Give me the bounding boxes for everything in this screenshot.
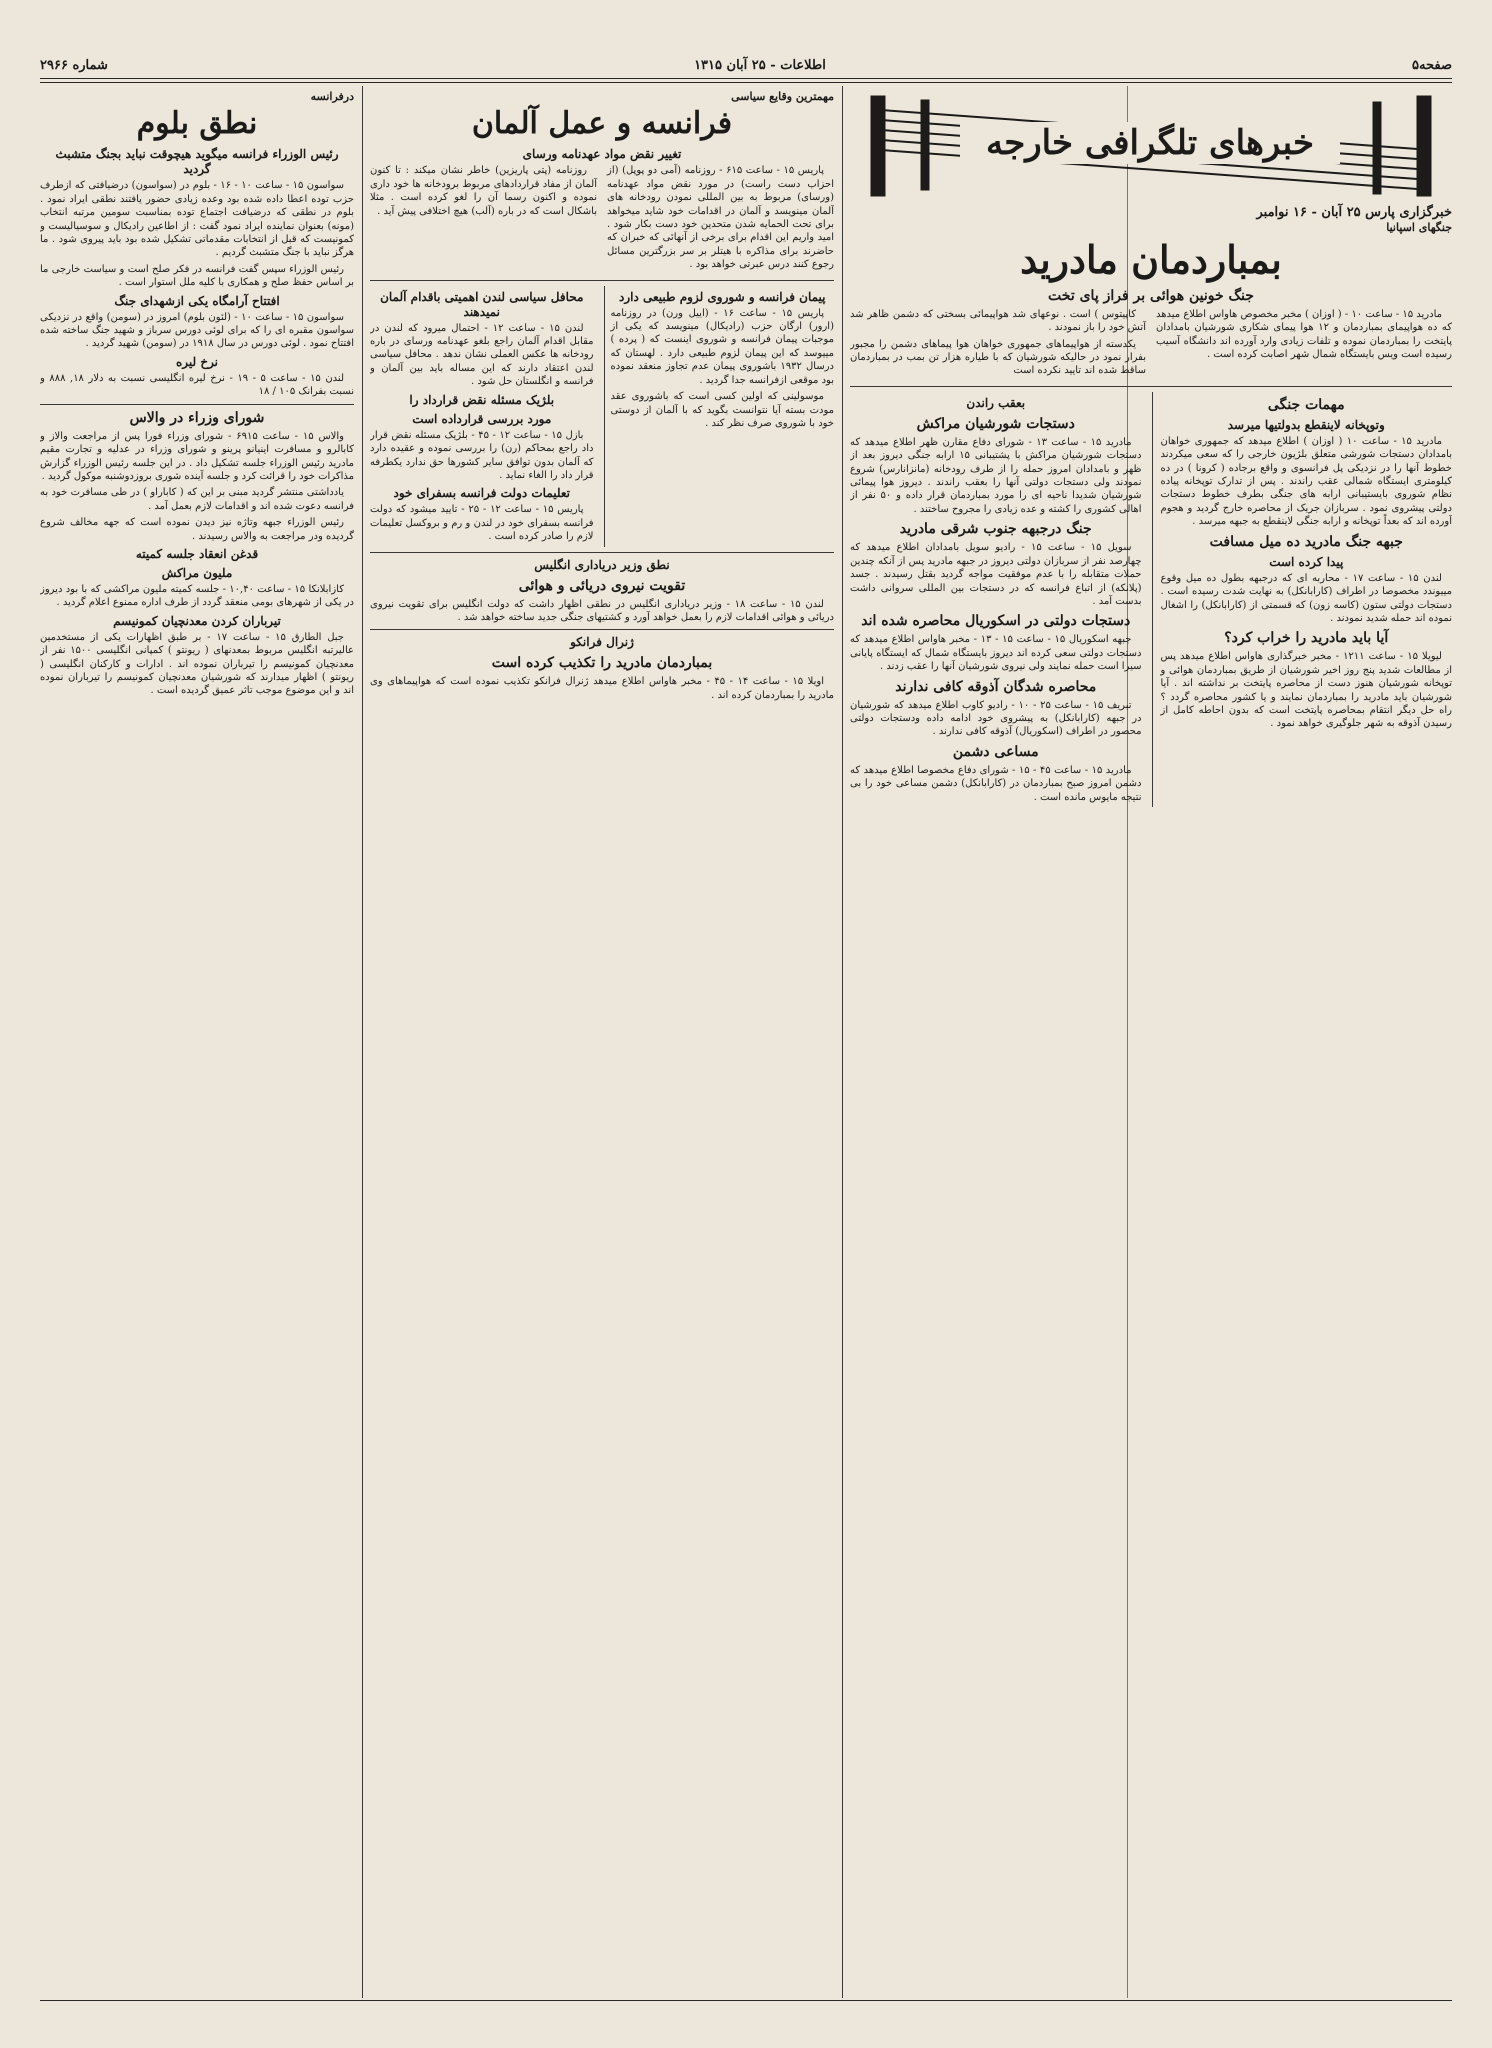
blum-subhead: رئیس الوزراء فرانسه میگوید هیچوقت نباید بجنگ متشبث گردید — [55, 147, 339, 177]
logo-text: خبرهای تلگرافی خارجه — [960, 122, 1340, 164]
southeast-front-text: سویل ۱۵ - ساعت ۱۵ - رادیو سویل بامدادان اطلاع میدهد که چهارصد نفر از سربازان دولتی دیروز در جبهه مادرید پس از آنکه چندین حملات متقابله را با عدم موفقیت مواجه گردید بقتل رسیدند . جسد (پلانکه) از اتباع فرانسه که در دستجات بین المللی سروانی داشت بدست آمد . — [850, 542, 1142, 607]
sub-col-right — [1152, 392, 1453, 807]
lead-col-right — [1156, 308, 1452, 381]
germany-headline: فرانسه و عمل آلمان — [471, 106, 733, 142]
munitions-text: مادرید ۱۵ - ساعت ۱۰ ( اوزان ) اطلاع میدهد که جمهوری خواهان بامدادان دستجات شورشی متعلق بلژیون خارجی را که سعی میکردند خطوط آنها را در نزدیکی پل فرانسوی و واقع برجاده ( کرونا ) در ده کیلومتری ایستگاه شمالی عقب راندند . پس از تدارک توپخانه پیاده نظام شوروی بایستیبانی ارابه های جنگی بطرف خطوط دستجات دولتی پیشروی نمود . سربازان جریک از محاصره خارج گردید و هجوم آورده اند که بعداً توپخانه و ارابه جنگی لاینقطع به جبهه میرسد . — [1160, 435, 1452, 528]
blum-column — [40, 90, 354, 2000]
footer-rule — [40, 2000, 1452, 2001]
madrid-front-text: لندن ۱۵ - ساعت ۱۷ - محاربه ای که درجبهه بطول ده میل وقوع مییوندد مخصوصا در اطراف (کارابانکل) به نهایت شدت رسیده است . دستجات دولتی ستون (کاسه زون) که قسمتی از (کارابانکل) را اشغال نموده اند حمله شدید نمودند . — [1160, 572, 1452, 624]
lead-paragraph-2: کاپیتوس ) است . نوعهای شد هواپیمائی بسختی که دشمن ظاهر شد آتش خود را باز نمودند . — [850, 308, 1146, 334]
london-circles-subhead: محافل سیاسی لندن اهمیتی باقدام آلمان نمیدهند — [380, 289, 584, 319]
dateline: خبرگزاری پارس ۲۵ آبان - ۱۶ نوامبر — [1256, 205, 1452, 220]
london-circles-text: لندن ۱۵ - ساعت ۱۲ - احتمال میرود که لندن در مقابل اقدام آلمان راجع بلغو عهدنامه ورسای در باره رودخانه ها عکس العملی نشان ندهد . محافل سیاسی لندن اعتقاد دارند که این مساله باید بین آلمان و فرانسه و انگلستان حل شود . — [370, 322, 594, 388]
escorial-text: جبهه اسکوریال ۱۵ - ساعت ۱۵ - ۱۳ - مخبر هاواس اطلاع میدهد که دستجات دولتی سعی کرده اند دیروز بایستگاه شمال که ایستگاه پایانی سیرا است حمله نمایند ولی نیروی شورشیان آنها را عقب زدند . — [850, 634, 1142, 673]
munitions-title: مهمات جنگی — [1267, 396, 1345, 413]
subheadline: جنگ خونین هوائی بر فراز پای تخت — [1048, 287, 1254, 304]
lead-paragraph: مادرید ۱۵ - ساعت ۱۰ - ( اوزان ) مخبر مخصوص هاواس اطلاع میدهد که ده هواپیمای بمباردمان و ۱۲ هوا پیمای شکاری شورشیان بامدادان پایتخت را بمباردمان نموده و تلفات زیادی وارد آورده اند دانشگاه آسیب رسیده است ویس بایستگاه شمال شهر اصابت کرده است . — [1156, 308, 1452, 361]
munitions-subtitle: وتوپخانه لاینقطع بدولتیها میرسد — [1227, 417, 1385, 432]
blum-text-2: رئیس الوزراء سپس گفت فرانسه در فکر صلح است و سیاست خارجی ما بر اساس حفظ صلح و همکاری با کلیه ملل استوار است . — [40, 263, 354, 289]
foreign-news-logo — [850, 90, 1452, 202]
admiralty-subhead-2: تقویت نیروی دریائی و هوائی — [518, 577, 686, 594]
valencia-council-text-3: رئیس الوزراء جبهه وتاژه نیز دیدن نموده است که جهه مخالف شروع گردیده ودر مراجعت به والاس رسیدند . — [40, 517, 354, 542]
page-number: صفحه۵ — [1412, 57, 1452, 73]
miners-text: جبل الطارق ۱۵ - ساعت ۱۷ - بر طبق اظهارات یکی از مستخدمین عالیرتبه انگلیس مربوط بمعدنهای ( ریونتو ) کمپانی انگلیسی ۱۵۰۰ نفر از معدنچیان کمونیسم را تیرباران نموده اند . ادارات و کارکنان انگلیسی ( ریونتو ) اظهار میدارند که شورشیان معدنچیان کمونیسم را تیرباران نموده اند و این موضوع موجب تاثر عمیق گردیده است . — [40, 631, 354, 697]
madrid-front-subtitle: پیدا کرده است — [1269, 554, 1344, 569]
mid-split — [370, 286, 834, 547]
header-rule — [40, 78, 1452, 79]
franco-text: اویلا ۱۵ - ساعت ۱۴ - ۴۵ - مخبر هاواس اطلاع میدهد ژنرال فرانکو تکذیب نموده است که هواپیماهای وی مادرید را بمباردمان کرده اند . — [370, 676, 834, 701]
soviet-pact-subhead: پیمان فرانسه و شوروی لزوم طبیعی دارد — [618, 289, 826, 304]
destroy-madrid-title: آیا باید مادرید را خراب کرد؟ — [1224, 630, 1389, 647]
header-rule-2 — [40, 82, 1452, 83]
tomb-subhead: افتتاح آرامگاه یکی ازشهدای جنگ — [114, 293, 280, 308]
pushback-subtitle: دستجات شورشیان مراکش — [916, 415, 1075, 432]
morocco-text: کازابلانکا ۱۵ - ساعت ۱۰,۴۰ - جلسه کمیته ملیون مراکشی که با بود دیروز در یکی از شهرهای بومی منعقد گردد از طرف اداره ممنوع اعلام گردید . — [40, 583, 354, 609]
mid-col-right — [604, 286, 835, 547]
morocco-subhead-2: ملیون مراکش — [161, 565, 233, 580]
versailles-block — [370, 164, 834, 274]
valencia-council-text: والاس ۱۵ - ساعت ۶۹۱۵ - شورای وزراء فورا پس از مراجعت والاز و کابالرو و مسافرت اینیانو پرینو و شورای وزراء در عدلیه و تجارت مقیم مادرید رئیس الوزراء جلسه تشکیل داد . در این جلسه رئیس الوزراء گزارش مذاکرات خود را قرائت کرد و جلسه آینده شوری بروزدوشنبه موکول گردید . — [40, 430, 354, 482]
lead-col-left — [850, 308, 1146, 381]
morocco-subhead: قدغن انعقاد جلسه کمیته — [135, 546, 259, 561]
destroy-madrid-text: لیویلا ۱۵ - ساعت ۱۲۱۱ - مخبر خبرگذاری هاواس اطلاع میدهد پس از مطالعات شدید پنج روز اخیر شورشیان از طریق بمباردمان هوائی و توپخانه شورشیان هنوز دست از محاصره پایتخت بر نداشته اند . آیا شورشیان باید مادرید را بمباردمان نمایند و یا کشور محاصره گردد ؟ راه حل دیگر انتقام بمحاصره پایتخت است که بدون احاطه کامل از رسیدن آذوقه به شهر جلوگیری خواهد نمود . — [1160, 651, 1452, 730]
southeast-front-title: جنگ درجبهه جنوب شرقی مادرید — [899, 521, 1092, 538]
belgium-subhead-2: مورد بررسی قرارداده است — [412, 411, 552, 426]
column-rule — [842, 86, 843, 1998]
section-divider — [40, 404, 354, 405]
valencia-council-subhead: شورای وزراء در والاس — [129, 409, 265, 426]
foreign-news-column — [850, 90, 1452, 2000]
miners-subhead: تیرباران کردن معدنچیان کمونیسم — [113, 613, 281, 628]
masthead-row — [40, 56, 1452, 74]
soviet-pact-text: پاریس ۱۵ - ساعت ۱۶ - (اییل ورن) در روزنامه (ارور) ارگان حزب (رادیکال) مینویسد که یکی از موجبات پیمان فرانسه و شوروی اینست که ( پرده ) مییوسد که این پیمان لزوم طبیعی دارد . لهستان که درسال ۱۹۳۲ باشوروی پیمان عدم تجاوز منعقد نموده بود موقعی ازفرانسه جدا گردید . — [610, 307, 834, 386]
section-divider — [370, 552, 834, 553]
split-section — [850, 392, 1452, 807]
pound-rate-subhead: نرخ لیره — [175, 354, 219, 369]
main-headline: بمباردمان مادرید — [1020, 236, 1282, 282]
tomb-text: سواسون ۱۵ - ساعت ۱۰ - (لئون بلوم) امروز در (سومن) واقع در نزدیکی سواسون مقبره ای را که برای لوئی دورس سرباز و شهید جنگ ساخته شده افتتاح نمود . لوئی دورس در سال ۱۹۱۸ در (سومن) شهید گردید . — [40, 311, 354, 350]
masthead-title: اطلاعات - ۲۵ آبان ۱۳۱۵ — [694, 57, 826, 73]
section-label: جنگهای اسپانیا — [1386, 221, 1452, 235]
lead-paragraph-3: یکدسته از هواپیماهای جمهوری خواهان هوا پیماهای دشمن را مجبور بفرار نمود در حالیکه شورشیان که با طیاره هزار تن بمب در بمباردمان ساقط شده اند تایید نکرده است — [850, 338, 1146, 377]
pushback-title: بعقب راندن — [966, 395, 1026, 410]
versailles-text-2: روزنامه (پتی پاریزین) خاطر نشان میکند : تا کنون آلمان از مفاد قراردادهای مربوط برودخانه ها خود داری نموده و اکنون رسما آن را لغو کرده است . مثلا باشکال است که در باره (آلب) هیچ اختلافی پیش آید . — [370, 165, 597, 217]
franco-subhead-2: بمباردمان مادرید را تکذیب کرده است — [491, 655, 713, 672]
pushback-text: مادرید ۱۵ - ساعت ۱۳ - شورای دفاع مقارن ظهر اطلاع میدهد که دستجات شورشیان مراکش با پشتیبانی ۱۵ ارابه جنگی دیروز بعد از ظهر و بامدادان امروز حمله را از طرف رودخانه (مانزانارس) شروع نمودند ولی دستجات دولتی آنها را بعقب راندند . دیروز هوا پیمائی شورشیان شدیدا ناحیه ای را مورد بمباردمان قرار داده و ۵۰ نفر از اهالی کشوری را کشته و عده زیادی را مجروح ساختند . — [850, 436, 1142, 515]
versailles-subhead: تغییر نقض مواد عهدنامه ورسای — [522, 147, 682, 162]
section-divider — [850, 386, 1452, 387]
section-divider — [370, 280, 834, 281]
section-divider — [370, 629, 834, 630]
instructions-text: پاریس ۱۵ - ساعت ۱۲ - ۲۵ - تایید میشود که دولت فرانسه بسفرای خود در لندن و رم و بروکسل تعلیمات لازم را صادر کرده است . — [370, 504, 594, 543]
belgium-subhead: بلژیک مسئله نقض قرارداد را — [409, 392, 555, 407]
versailles-text: پاریس ۱۵ - ساعت ۶۱۵ - روزنامه (آمی دو پوپل) (از احزاب دست راست) در مورد نقض مواد عهدنامه (ورسای) مربوط به بین المللی نمودن رودخانه های آلمان مینویسد و آلمان در اقدامات خود شاید میخواهد برای تحت الحمایه شدن متحدین خود دست بکار شود . امید واریم این اقدام برای برخی از آنهائی که خبران که حاضرند برای مذاکره با هیتلر بر سر بزرگترین مسائل رجوع کنند درس عبرتی خواهد بود . — [607, 165, 834, 271]
mid-col-left — [370, 286, 594, 547]
blum-text: سواسون ۱۵ - ساعت ۱۰ - ۱۶ - بلوم در (سواسون) درضیافتی که ازطرف حزب توده اعطا داده شده بود وعده زیادی حضور یافتند نطقی ایراد نمود . بلوم در نطقی که درضیافت اجتماع توده بمناسبت سومین مرتبه انتخاب (مونه) بعنوان نماینده ایراد نمود گفت : از اطاعین رادیکال و سوسیالیست و کمونیست که قبل از انتخابات مقدماتی تشکیل شده بود باید پیروی شود . ما هرگز نباید با جنگ متشبث گردیم . — [40, 180, 354, 259]
madrid-front-title: جبهه جنگ مادرید ده میل مسافت — [1209, 533, 1403, 550]
soviet-pact-text-2: موسولینی که اولین کسی است که باشوروی عقد مودت بسته آیا نتوانست بگوید که با آلمان از دوستی خود با شوروی صرف نظر کند . — [610, 391, 834, 429]
instructions-subhead: تعلیمات دولت فرانسه بسفرای خود — [393, 486, 570, 501]
enemy-efforts-title: مساعی دشمن — [952, 743, 1039, 760]
siege-title: محاصره شدگان آذوقه کافی ندارند — [895, 678, 1097, 695]
blum-kicker: درفرانسه — [310, 90, 354, 103]
sub-col-left — [850, 392, 1142, 807]
enemy-efforts-text: مادرید ۱۵ - ساعت ۴۵ - ۱۵ - شورای دفاع مخصوصا اطلاع میدهد که دشمن امروز صبح بمباردمان در (کارابانکل) دشمن مساعی خود را بی نتیجه مایوس مانده است . — [850, 764, 1142, 803]
section-kicker: مهمترین وقایع سیاسی — [731, 90, 834, 103]
lead-block — [850, 308, 1452, 381]
belgium-text: بازل ۱۵ - ساعت ۱۲ - ۴۵ - بلژیک مسئله نقض قرار داد راجع بمحاکم (رن) را بررسی نموده و عقیده دارد که آلمان بدون توافق سایر کشورها حق ندارد یکطرفه قرار داد را الغاء نماید . — [370, 429, 594, 481]
escorial-title: دستجات دولتی در اسکوریال محاصره شده اند — [861, 613, 1131, 630]
franco-subhead: ژنرال فرانکو — [570, 635, 634, 650]
germany-column — [370, 90, 834, 2000]
pound-rate-text: لندن ۱۵ - ساعت ۵ - ۱۹ - نرخ لیره انگلیسی نسبت به دلار ۱۸, ۸۸۸ و نسبت بفرانک ۱۰۵ / ۱۸ — [40, 372, 354, 398]
column-rule — [362, 86, 363, 1998]
siege-text: تبریف ۱۵ - ساعت ۲۵ - ۱۰ - رادیو کاوب اطلاع میدهد که شورشیان در جبهه (کارابانکل) به پیشروی خود ادامه داده ودستجات دولتی محصور در اطراف (اسکوریال) آذوقه کافی ندارند . — [850, 699, 1142, 738]
blum-headline: نطق بلوم — [136, 106, 258, 142]
issue-number: شماره ۲۹۶۶ — [40, 57, 108, 73]
admiralty-text: لندن ۱۵ - ساعت ۱۸ - وزیر دریاداری انگلیس در نطقی اظهار داشت که دولت انگلیس برای تقویت نیروی دریائی و هوائی اقدامات لازم را بعمل خواهد آورد و کشتیهای جنگی جدید ساخته خواهد شد . — [370, 598, 834, 623]
admiralty-subhead: نطق وزیر دریاداری انگلیس — [534, 557, 670, 572]
valencia-council-text-2: یادداشتی منتشر گردید مبنی بر این که ( کاباراو ) در طی مسافرت خود به فرانسه دعوت شده اند و اقدامات لازم بعمل آمد . — [40, 487, 354, 512]
